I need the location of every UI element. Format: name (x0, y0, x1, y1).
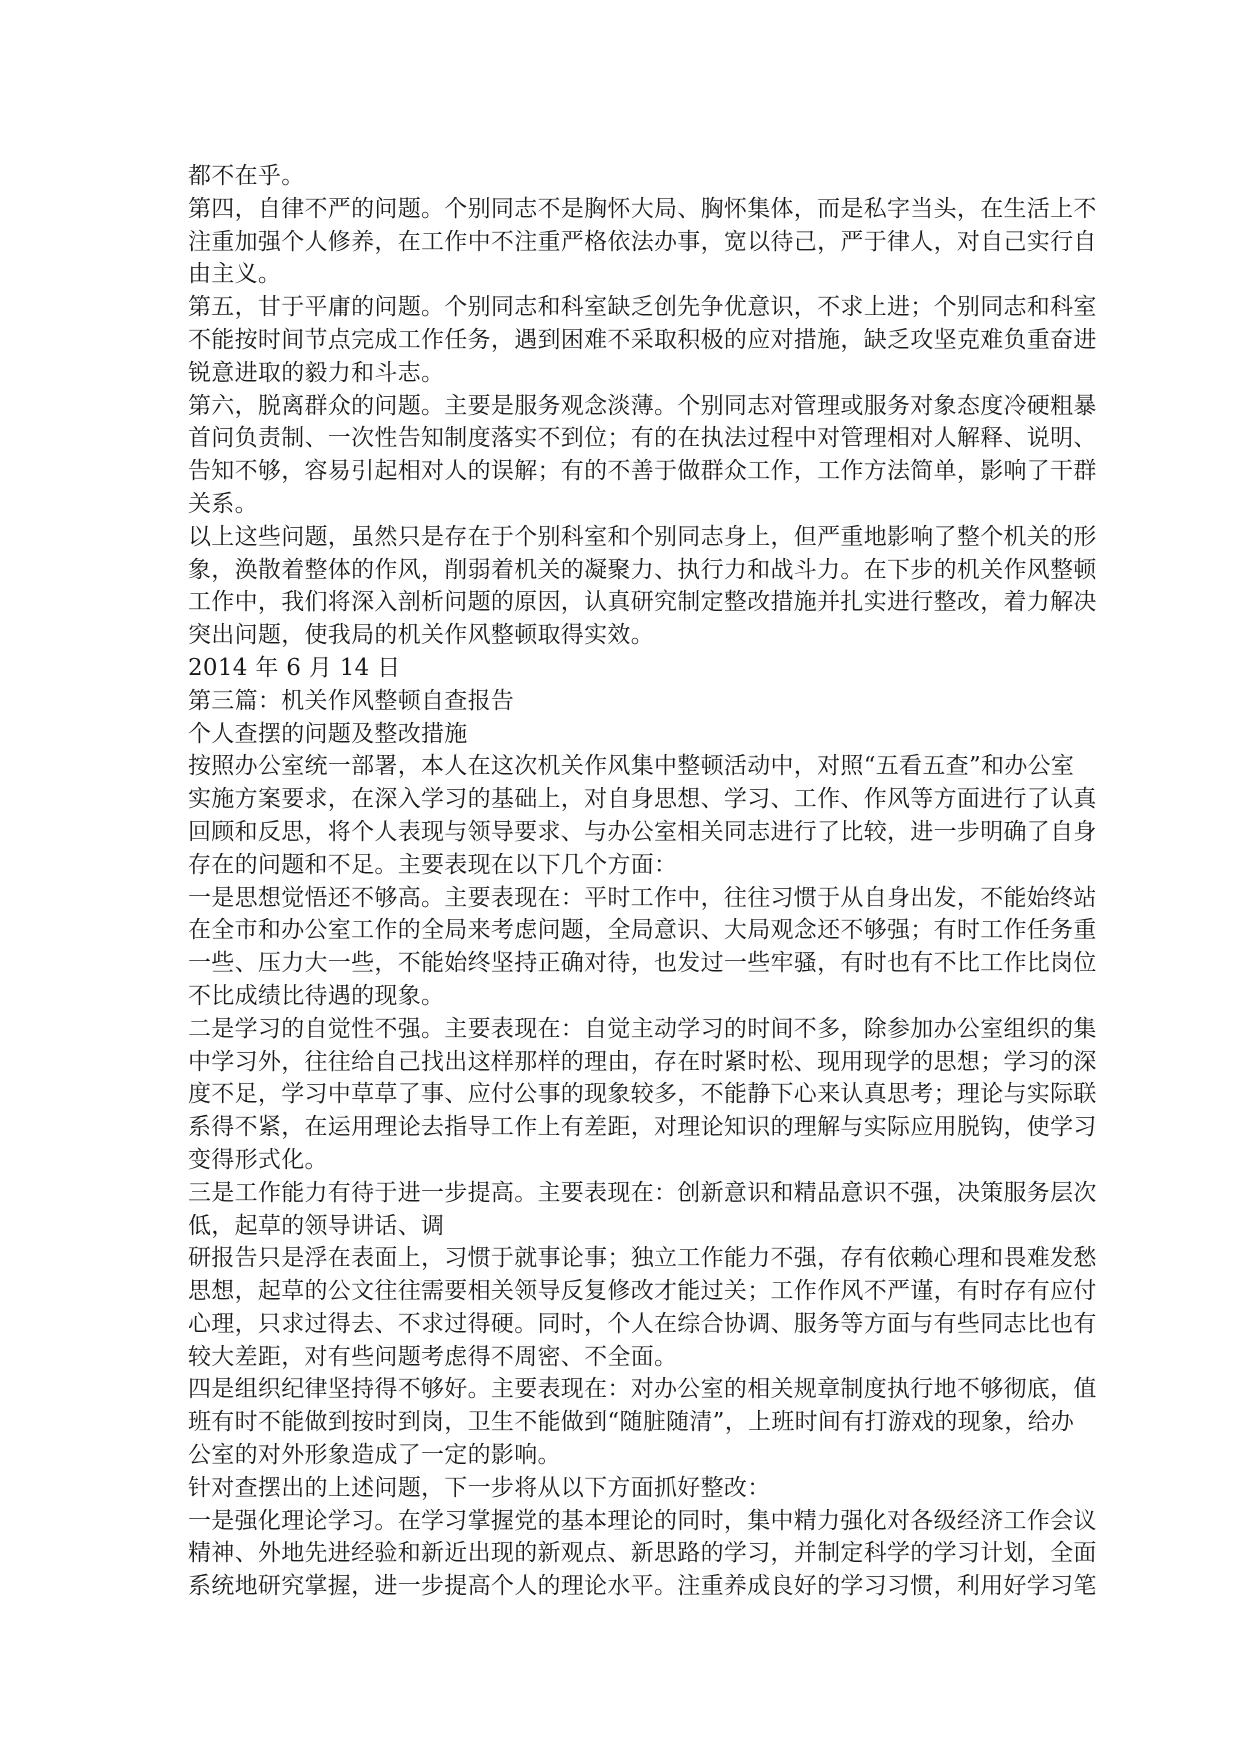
text-line: 一是强化理论学习。在学习掌握党的基本理论的同时，集中精力强化对各级经济工作会议 (188, 1507, 1097, 1534)
text-line: 精神、外地先进经验和新近出现的新观点、新思路的学习，并制定科学的学习计划，全面 (188, 1540, 1097, 1567)
text-line: 二是学习的自觉性不强。主要表现在：自觉主动学习的时间不多，除参加办公室组织的集 (188, 1015, 1097, 1042)
text-line: 班有时不能做到按时到岗，卫生不能做到“随脏随清”，上班时间有打游戏的现象，给办 (188, 1409, 1075, 1436)
text-line: 告知不够，容易引起相对人的误解；有的不善于做群众工作，工作方法简单，影响了干群 (188, 458, 1097, 485)
text-line: 个人查摆的问题及整改措施 (188, 720, 468, 747)
text-line: 回顾和反思，将个人表现与领导要求、与办公室相关同志进行了比较，进一步明确了自身 (188, 818, 1097, 845)
text-line: 四是组织纪律坚持得不够好。主要表现在：对办公室的相关规章制度执行地不够彻底，值 (188, 1376, 1097, 1403)
text-line: 由主义。 (188, 261, 282, 288)
text-line: 系统地研究掌握，进一步提高个人的理论水平。注重养成良好的学习习惯，利用好学习笔 (188, 1573, 1097, 1600)
text-line: 中学习外，往往给自己找出这样那样的理由，存在时紧时松、现用现学的思想；学习的深 (188, 1048, 1097, 1075)
text-line: 心理，只求过得去、不求过得硬。同时，个人在综合协调、服务等方面与有些同志比也有 (188, 1310, 1097, 1337)
text-line: 首问负责制、一次性告知制度落实不到位；有的在执法过程中对管理相对人解释、说明、 (188, 425, 1097, 452)
text-line: 度不足，学习中草草了事、应付公事的现象较多，不能静下心来认真思考；理论与实际联 (188, 1081, 1097, 1108)
document-body (188, 160, 1097, 1603)
text-line: 锐意进取的毅力和斗志。 (188, 359, 445, 386)
text-line: 实施方案要求，在深入学习的基础上，对自身思想、学习、工作、作风等方面进行了认真 (188, 786, 1097, 813)
text-line: 关系。 (188, 490, 258, 517)
text-line: 存在的问题和不足。主要表现在以下几个方面： (188, 851, 678, 878)
text-line: 第六，脱离群众的问题。主要是服务观念淡薄。个别同志对管理或服务对象态度冷硬粗暴 (188, 392, 1097, 419)
text-line: 不能按时间节点完成工作任务，遇到困难不采取积极的应对措施，缺乏攻坚克难负重奋进 (188, 326, 1097, 353)
text-line: 思想，起草的公文往往需要相关领导反复修改才能过关；工作作风不严谨，有时存有应付 (188, 1278, 1097, 1305)
text-line: 第三篇：机关作风整顿自查报告 (188, 687, 515, 714)
text-line: 一是思想觉悟还不够高。主要表现在：平时工作中，往往习惯于从自身出发，不能始终站 (188, 884, 1097, 911)
text-line: 公室的对外形象造成了一定的影响。 (188, 1442, 561, 1469)
text-line: 第四，自律不严的问题。个别同志不是胸怀大局、胸怀集体，而是私字当头，在生活上不 (188, 195, 1097, 222)
text-line: 按照办公室统一部署，本人在这次机关作风集中整顿活动中，对照“五看五查”和办公室 (188, 753, 1075, 780)
text-line: 工作中，我们将深入剖析问题的原因，认真研究制定整改措施并扎实进行整改，着力解决 (188, 589, 1097, 616)
text-line: 以上这些问题，虽然只是存在于个别科室和个别同志身上，但严重地影响了整个机关的形 (188, 523, 1097, 550)
text-line: 不比成绩比待遇的现象。 (188, 982, 445, 1009)
text-line: 在全市和办公室工作的全局来考虑问题，全局意识、大局观念还不够强；有时工作任务重 (188, 917, 1097, 944)
text-line: 较大差距，对有些问题考虑得不周密、不全面。 (188, 1343, 678, 1370)
text-line: 2014 年 6 月 14 日 (188, 654, 401, 681)
text-line: 研报告只是浮在表面上，习惯于就事论事；独立工作能力不强，存有依赖心理和畏难发愁 (188, 1245, 1097, 1272)
text-line: 三是工作能力有待于进一步提高。主要表现在：创新意识和精品意识不强，决策服务层次 (188, 1179, 1097, 1206)
text-line: 第五，甘于平庸的问题。个别同志和科室缺乏创先争优意识，不求上进；个别同志和科室 (188, 294, 1097, 321)
text-line: 一些、压力大一些，不能始终坚持正确对待，也发过一些牢骚，有时也有不比工作比岗位 (188, 950, 1097, 977)
text-line: 注重加强个人修养，在工作中不注重严格依法办事，宽以待己，严于律人，对自己实行自 (188, 228, 1097, 255)
text-line: 针对查摆出的上述问题，下一步将从以下方面抓好整改： (188, 1474, 771, 1501)
text-line: 系得不紧，在运用理论去指导工作上有差距，对理论知识的理解与实际应用脱钩，使学习 (188, 1114, 1097, 1141)
text-line: 突出问题，使我局的机关作风整顿取得实效。 (188, 622, 654, 649)
text-line: 象，涣散着整体的作风，削弱着机关的凝聚力、执行力和战斗力。在下步的机关作风整顿 (188, 556, 1097, 583)
text-line: 变得形式化。 (188, 1146, 328, 1173)
text-line: 都不在乎。 (188, 163, 305, 189)
text-line: 低，起草的领导讲话、调 (188, 1212, 445, 1239)
